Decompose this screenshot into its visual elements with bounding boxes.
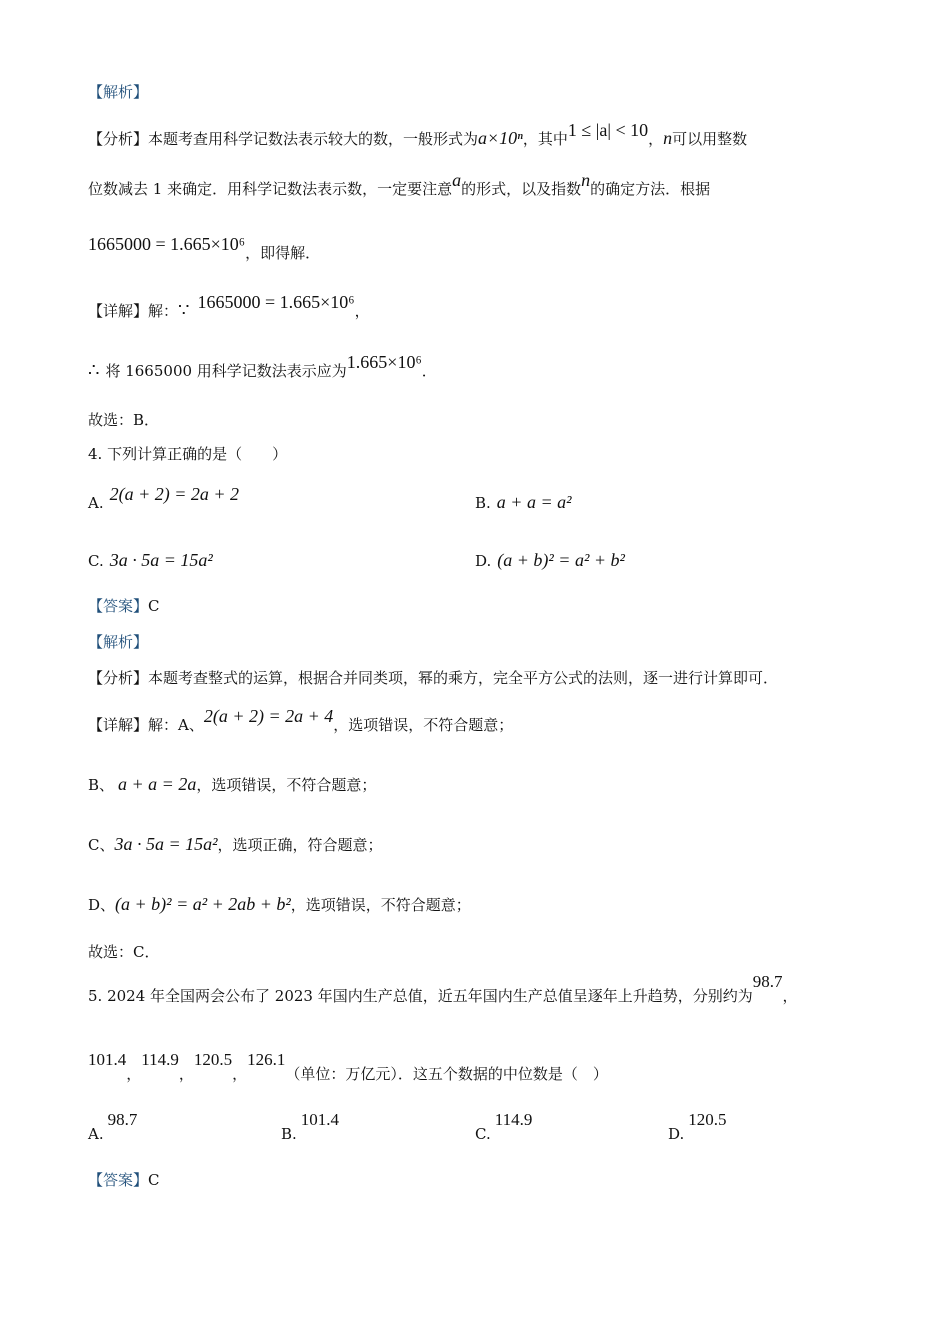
fenxi-tag: 【分析】 <box>88 669 149 687</box>
option-label: A. <box>88 494 104 512</box>
detail-text: ，选项错误，不符合题意； <box>290 896 471 914</box>
option-label: B. <box>475 494 491 512</box>
option-expression: (a + b)² = a² + b² <box>497 550 625 570</box>
q3-detail-line-1 <box>88 292 370 321</box>
var-n: n <box>581 170 591 190</box>
q4-detail-b <box>88 774 376 795</box>
option-value: 101.4 <box>300 1110 340 1129</box>
data-value: 101.4 <box>88 1050 127 1069</box>
q4-option-a <box>88 484 240 513</box>
detail-text: ，选项错误，不符合题意； <box>196 776 377 794</box>
detail-expression: 2(a + 2) = 2a + 4 <box>203 706 334 726</box>
fenxi-tag: 【分析】 <box>88 130 149 148</box>
q5-option-b <box>281 1110 340 1144</box>
q4-stem: 4. 下列计算正确的是（ ） <box>88 445 288 463</box>
option-value: 114.9 <box>494 1110 533 1129</box>
detail-equation: 1665000 = 1.665×10⁶ <box>197 292 355 312</box>
detail-expression: (a + b)² = a² + 2ab + b² <box>115 894 291 914</box>
option-label: B. <box>281 1125 297 1143</box>
data-value: 98.7 <box>752 972 783 991</box>
detail-text: B、 <box>88 776 115 794</box>
q5-option-a <box>88 1110 138 1144</box>
option-expression: 2(a + 2) = 2a + 2 <box>109 484 240 504</box>
data-value: 114.9 <box>141 1050 179 1069</box>
q5-stem-text: ， <box>178 1065 194 1083</box>
detail-text: ，选项错误，不符合题意； <box>333 716 514 734</box>
fenxi-text: 的形式，以及指数 <box>461 180 582 198</box>
option-expression: 3a · 5a = 15a² <box>109 550 213 570</box>
sci-notation-form: a×10ⁿ <box>478 128 523 148</box>
detail-text: 解： <box>148 302 179 320</box>
q4-option-d <box>475 550 625 571</box>
because-symbol: ∵ <box>178 300 190 320</box>
option-label: C. <box>475 1125 491 1143</box>
answer-tag: 【答案】 <box>88 1171 149 1189</box>
q4-analysis <box>88 668 778 688</box>
range-expression: 1 ≤ |a| < 10 <box>567 120 649 140</box>
q4-option-c <box>88 550 213 571</box>
q5-stem-text: ， <box>126 1065 142 1083</box>
answer-value: C <box>148 597 160 615</box>
fenxi-text: 的确定方法．根据 <box>590 180 711 198</box>
analysis-tag: 【解析】 <box>88 633 149 651</box>
q5-stem-line-1 <box>88 972 798 1006</box>
q5-stem-line-2 <box>88 1050 608 1084</box>
answer-tag: 【答案】 <box>88 597 149 615</box>
detail-tag: 【详解】 <box>88 302 149 320</box>
detail-text: ． <box>421 362 437 380</box>
q5-stem-text: ， <box>232 1065 248 1083</box>
q5-stem-text: ， <box>782 987 798 1005</box>
fenxi-text: 本题考查整式的运算，根据合并同类项，幂的乘方，完全平方公式的法则，逐一进行计算即可． <box>148 669 779 687</box>
option-label: C. <box>88 552 104 570</box>
q4-detail-c <box>88 834 383 855</box>
analysis-tag: 【解析】 <box>88 83 149 101</box>
option-label: D. <box>668 1125 685 1143</box>
detail-expression: a + a = 2a <box>118 774 197 794</box>
detail-text: ，选项正确，符合题意； <box>217 836 383 854</box>
fenxi-text: 位数减去 1 来确定．用科学记数法表示数，一定要注意 <box>88 180 453 198</box>
q3-analysis-line-2 <box>88 170 711 199</box>
q4-choice: 故选：C． <box>88 943 160 961</box>
sci-equation: 1665000 = 1.665×10⁶ <box>88 234 246 254</box>
option-value: 120.5 <box>688 1110 727 1129</box>
option-label: A. <box>88 1125 104 1143</box>
q4-option-b <box>475 492 572 513</box>
q5-stem-text: 5. 2024 年全国两会公布了 2023 年国内生产总值，近五年国内生产总值呈逐年上升趋势，分别约为 <box>88 987 753 1005</box>
detail-text: ， <box>354 302 370 320</box>
q4-answer <box>88 596 160 616</box>
detail-text: 解：A、 <box>148 716 204 734</box>
q3-analysis-line-1 <box>88 120 748 149</box>
q3-analysis-line-3 <box>88 234 321 263</box>
q5-stem-text: （单位：万亿元）．这五个数据的中位数是（ ） <box>285 1065 608 1083</box>
therefore-symbol: ∴ <box>88 360 100 380</box>
fenxi-text: ，即得解． <box>245 244 321 262</box>
option-label: D. <box>475 552 492 570</box>
detail-tag: 【详解】 <box>88 716 149 734</box>
fenxi-text: ， <box>648 130 664 148</box>
detail-result: 1.665×10⁶ <box>346 352 422 372</box>
q5-option-d <box>668 1110 727 1144</box>
data-value: 126.1 <box>247 1050 286 1069</box>
answer-value: C <box>148 1171 160 1189</box>
detail-text: D、 <box>88 896 116 914</box>
fenxi-text: 可以用整数 <box>672 130 748 148</box>
detail-expression: 3a · 5a = 15a² <box>114 834 218 854</box>
q3-detail-line-2 <box>88 352 437 381</box>
q4-detail-d <box>88 894 471 915</box>
option-value: 98.7 <box>107 1110 138 1129</box>
option-expression: a + a = a² <box>496 492 572 512</box>
detail-text: C、 <box>88 836 115 854</box>
fenxi-text: 本题考查用科学记数法表示较大的数，一般形式为 <box>148 130 479 148</box>
data-value: 120.5 <box>193 1050 233 1069</box>
var-a: a <box>452 170 462 190</box>
q5-option-c <box>475 1110 533 1144</box>
q4-detail-a <box>88 706 514 735</box>
q5-answer <box>88 1170 160 1190</box>
detail-text: 将 1665000 用科学记数法表示应为 <box>105 362 347 380</box>
var-n: n <box>663 128 673 148</box>
q3-choice: 故选：B． <box>88 411 160 429</box>
fenxi-text: ，其中 <box>522 130 568 148</box>
